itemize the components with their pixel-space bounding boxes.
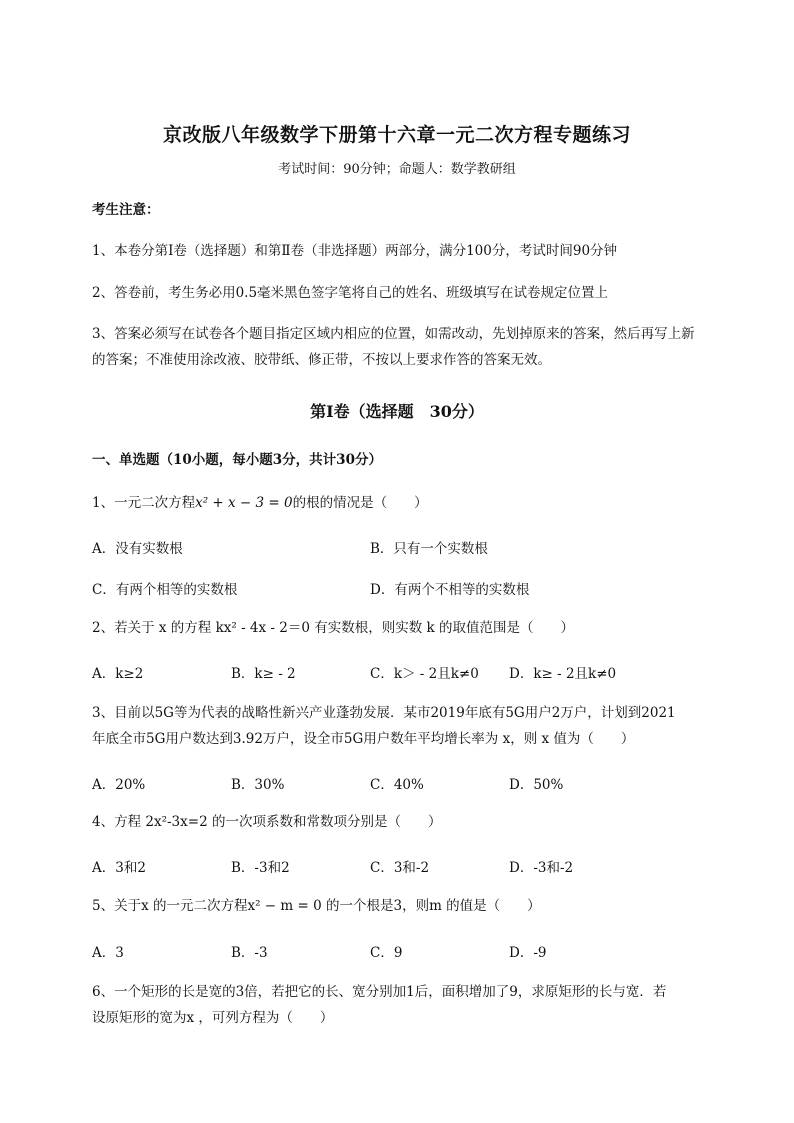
notice-item-3-cont: 的答案；不准使用涂改液、胶带纸、修正带，不按以上要求作答的答案无效。 bbox=[92, 352, 551, 368]
question-6: 6、一个矩形的长是宽的3倍，若把它的长、宽分别加1后，面积增加了9，求原矩形的长与宽．若 bbox=[92, 984, 667, 1000]
notice-item-1: 1、本卷分第Ⅰ卷（选择题）和第Ⅱ卷（非选择题）两部分，满分100分，考试时间90分钟 bbox=[92, 243, 618, 259]
question-4-options bbox=[92, 856, 712, 876]
option-c: C．k＞ - 2且k≠0 bbox=[370, 666, 479, 682]
question-5: 5、关于x 的一元二次方程x² − m = 0 的一个根是3，则m 的值是（ ） bbox=[92, 898, 541, 914]
option-a: A．3 bbox=[92, 945, 124, 961]
question-3-options bbox=[92, 773, 712, 793]
notice-heading: 考生注意： bbox=[92, 202, 160, 218]
exam-info: 考试时间：90分钟；命题人：数学教研组 bbox=[278, 162, 516, 177]
question-1-equation: x² + x − 3 = 0 bbox=[195, 495, 293, 511]
option-b: B．k≥ - 2 bbox=[231, 666, 296, 682]
question-3-cont: 年底全市5G用户数达到3.92万户，设全市5G用户数年平均增长率为 x，则 x 值为（ ） bbox=[92, 731, 635, 747]
option-d: D．-9 bbox=[509, 945, 547, 961]
option-b: B．只有一个实数根 bbox=[370, 541, 488, 557]
notice-item-3: 3、答案必须写在试卷各个题目指定区域内相应的位置，如需改动，先划掉原来的答案，然后再写上新 bbox=[92, 326, 695, 342]
option-c: C．有两个相等的实数根 bbox=[92, 582, 238, 598]
question-2-options bbox=[92, 662, 712, 682]
option-d: D．-3和-2 bbox=[509, 860, 574, 876]
question-6-cont: 设原矩形的宽为x ，可列方程为（ ） bbox=[92, 1010, 334, 1026]
option-b: B．-3和2 bbox=[231, 860, 290, 876]
part-heading: 一、单选题（10小题，每小题3分，共计30分） bbox=[92, 452, 382, 468]
option-a: A．k≥2 bbox=[92, 666, 144, 682]
option-c: C．40% bbox=[370, 777, 424, 793]
option-a: A．3和2 bbox=[92, 860, 146, 876]
notice-item-2: 2、答卷前，考生务必用0.5毫米黑色签字笔将自己的姓名、班级填写在试卷规定位置上 bbox=[92, 285, 609, 301]
question-1 bbox=[92, 490, 752, 516]
option-d: D．50% bbox=[509, 777, 564, 793]
question-1-prefix: 1、一元二次方程 bbox=[92, 495, 196, 511]
option-b: B．30% bbox=[231, 777, 285, 793]
question-2: 2、若关于 x 的方程 kx² - 4x - 2＝0 有实数根，则实数 k 的取值范围是（ ） bbox=[92, 620, 575, 636]
question-5-options bbox=[92, 941, 712, 961]
question-1-suffix: 的根的情况是（ ） bbox=[292, 495, 428, 511]
question-1-options-2 bbox=[92, 578, 712, 598]
option-c: C．3和-2 bbox=[370, 860, 430, 876]
option-a: A．没有实数根 bbox=[92, 541, 183, 557]
option-b: B．-3 bbox=[231, 945, 268, 961]
question-4: 4、方程 2x²-3x=2 的一次项系数和常数项分别是（ ） bbox=[92, 814, 442, 830]
question-1-options bbox=[92, 537, 712, 557]
option-d: D．k≥ - 2且k≠0 bbox=[509, 666, 617, 682]
question-3: 3、目前以5G等为代表的战略性新兴产业蓬勃发展．某市2019年底有5G用户2万户，计划到2021 bbox=[92, 705, 676, 721]
option-d: D．有两个不相等的实数根 bbox=[370, 582, 530, 598]
page-title: 京改版八年级数学下册第十六章一元二次方程专题练习 bbox=[162, 124, 631, 146]
option-a: A．20% bbox=[92, 777, 146, 793]
option-c: C．9 bbox=[370, 945, 403, 961]
section-title: 第Ⅰ卷（选择题 30分） bbox=[310, 402, 484, 421]
